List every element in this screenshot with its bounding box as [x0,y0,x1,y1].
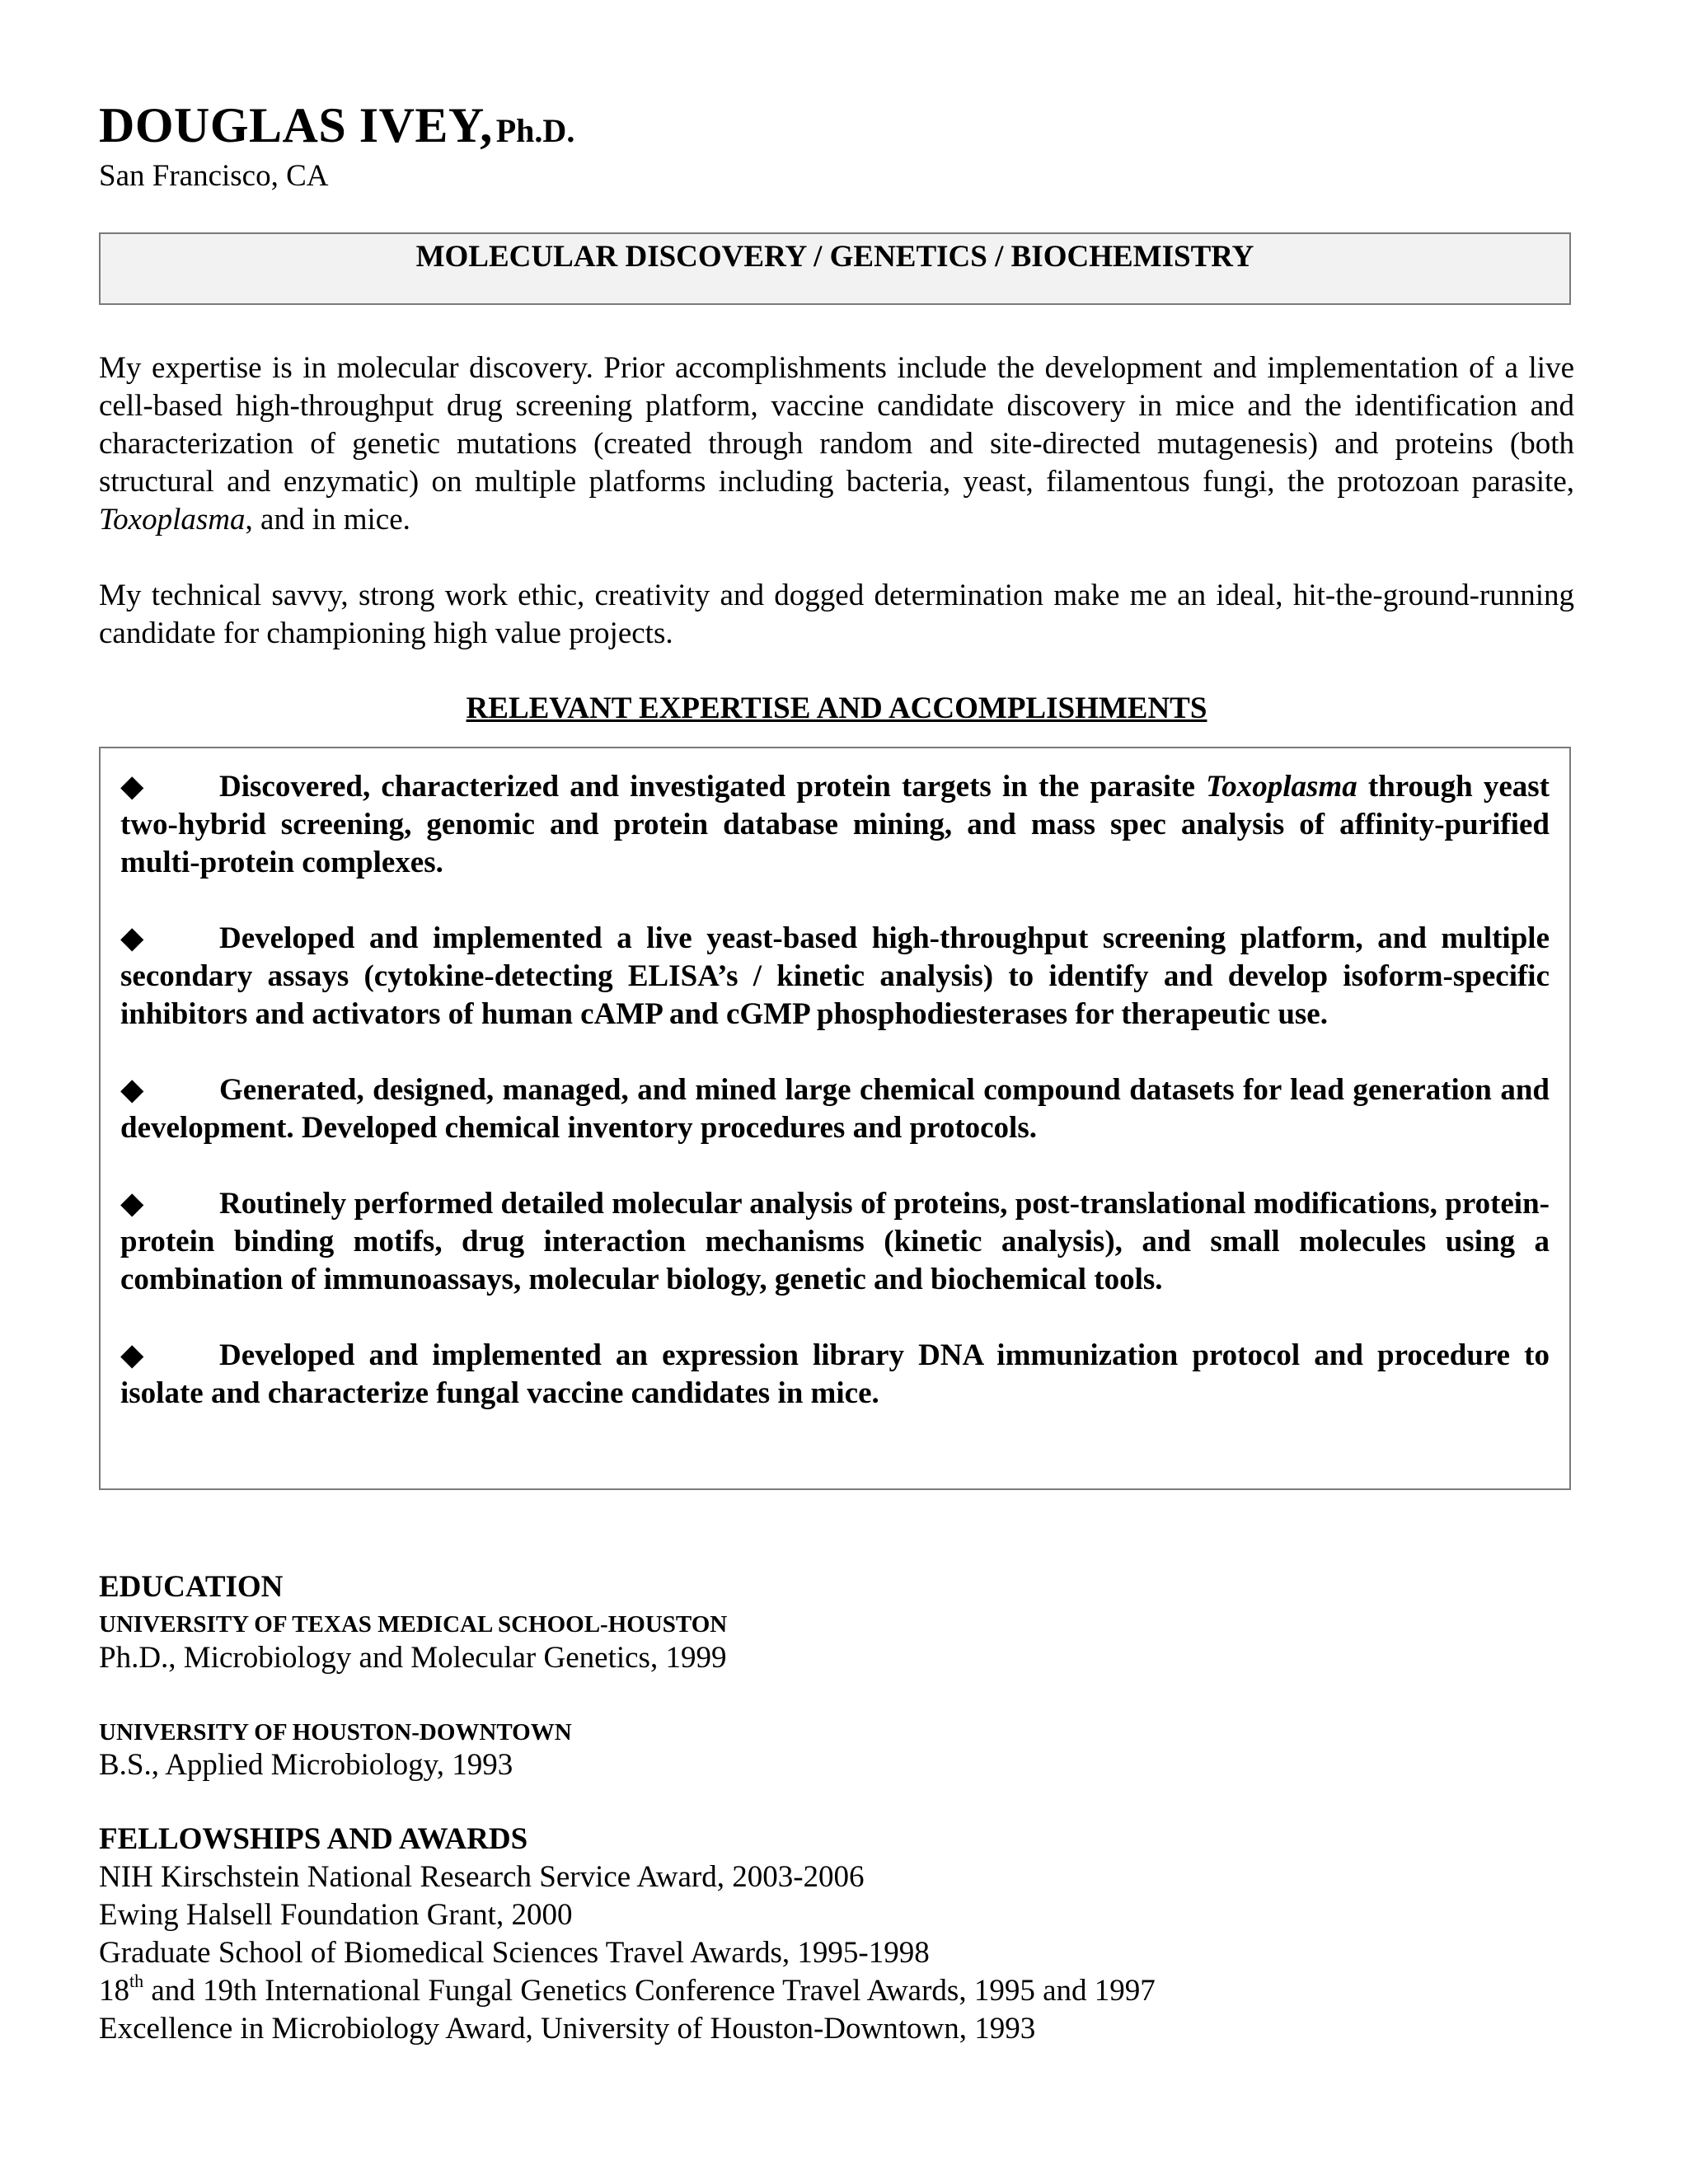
expertise-item-text: through yeast two-hybrid screening, genomic and protein database mining, and mass spec analysis of affinity-purified multi-protein complexes. [120,770,1550,879]
name-line [99,97,574,154]
awards-title: FELLOWSHIPS AND AWARDS [99,1822,528,1856]
candidate-location: San Francisco, CA [99,159,329,193]
award-item-text: and 19th International Fungal Genetics Conference Travel Awards, 1995 and 1997 [143,1974,1156,2008]
summary-paragraph-2: My technical savvy, strong work ethic, creativity and dogged determination make me an ideal, hit-the-ground-running candidate for championing high value projects. [99,579,1574,650]
expertise-box [99,747,1571,1490]
expertise-item-text: Developed and implemented a live yeast-based high-throughput screening platform, and multiple secondary assays (cytokine-detecting ELISA’s / kinetic analysis) to identify and develop isoform-specific inhibitors and activators of human cAMP and cGMP phosphodiesterases for therapeutic use. [120,921,1550,1031]
award-item: Excellence in Microbiology Award, University of Houston-Downtown, 1993 [99,2012,1036,2046]
candidate-credential: Ph.D. [495,112,575,149]
candidate-name: DOUGLAS IVEY, [99,98,493,152]
diamond-bullet-icon: ◆ [120,1187,144,1221]
diamond-bullet-icon: ◆ [120,770,144,804]
expertise-item [120,1337,1550,1413]
expertise-item-text: Discovered, characterized and investigated protein targets in the parasite [219,770,1207,804]
diamond-bullet-icon: ◆ [120,1073,144,1107]
expertise-item [120,920,1550,1033]
summary-p1-text-b: , and in mice. [245,503,410,537]
expertise-item-italic: Toxoplasma [1206,770,1357,804]
award-item: NIH Kirschstein National Research Service Award, 2003-2006 [99,1860,865,1894]
award-item: Graduate School of Biomedical Sciences Travel Awards, 1995-1998 [99,1936,930,1970]
summary-p1-italic: Toxoplasma [99,503,246,537]
education-degree: B.S., Applied Microbiology, 1993 [99,1748,513,1782]
education-institution: UNIVERSITY OF HOUSTON-DOWNTOWN [99,1719,572,1746]
expertise-item-text: Developed and implemented an expression library DNA immunization protocol and procedure to isolate and characterize fungal vaccine candidates in mice. [120,1338,1550,1410]
award-ordinal-suffix: th [129,1971,144,1991]
summary-paragraph-1 [99,349,1574,539]
diamond-bullet-icon: ◆ [120,921,144,955]
education-institution: UNIVERSITY OF TEXAS MEDICAL SCHOOL-HOUSTON [99,1611,728,1638]
award-item [99,1973,1156,2008]
award-item: Ewing Halsell Foundation Grant, 2000 [99,1898,573,1932]
expertise-item-text: Generated, designed, managed, and mined large chemical compound datasets for lead generation and development. Developed chemical inventory procedures and protocols. [120,1073,1550,1145]
expertise-item-text: Routinely performed detailed molecular analysis of proteins, post-translational modifications, protein-protein binding motifs, drug interaction mechanisms (kinetic analysis), and small molecules using a combination of immunoassays, molecular biology, genetic and biochemical tools. [120,1187,1550,1296]
award-ordinal: 18 [99,1974,129,2008]
expertise-item [120,768,1550,882]
education-degree: Ph.D., Microbiology and Molecular Genetics, 1999 [99,1641,727,1675]
expertise-heading: RELEVANT EXPERTISE AND ACCOMPLISHMENTS [466,691,1207,725]
expertise-item [120,1071,1550,1147]
specialty-banner: MOLECULAR DISCOVERY / GENETICS / BIOCHEMISTRY [99,232,1571,305]
summary-p1-text-a: My expertise is in molecular discovery. Prior accomplishments include the development and implementation of a live cell-based high-throughput drug screening platform, vaccine candidate discovery in mice and the identification and characterization of genetic mutations (created through random and site-directed mutagenesis) and proteins (both structural and enzymatic) on multiple platforms including bacteria, yeast, filamentous fungi, the protozoan parasite, [99,351,1574,499]
diamond-bullet-icon: ◆ [120,1338,144,1372]
education-title: EDUCATION [99,1570,284,1604]
expertise-item [120,1185,1550,1299]
